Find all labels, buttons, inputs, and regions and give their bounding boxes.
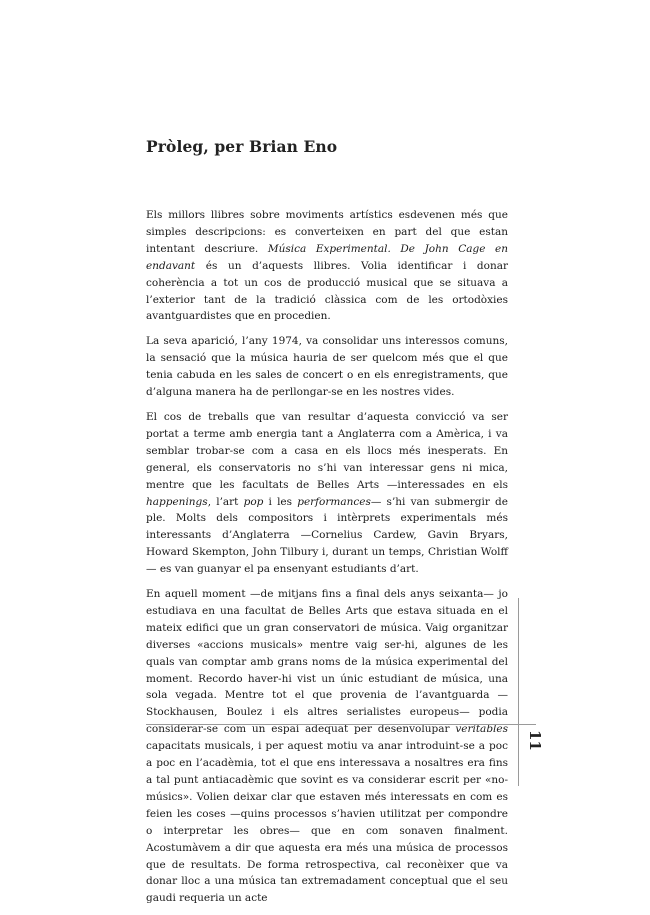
text-run: i les [263,495,298,508]
italic-run: performances [297,495,371,508]
text-run: capacitats musicals, i per aquest motiu va anar introduint-se a poc a poc en l’acadèmia, tot el que ens interessava a nosaltres era fins a tal punt antiacadèmic que sovint es va considerar escrit per «no-músics». Volien deixar clar que estaven més interessats en com es feien les coses —quins processos s’havien utilitzat per compondre o interpretar les obres— que en com sonaven finalment. Acostumàvem a dir que aquesta era més una música de processos que de resultats. De forma retrospectiva, cal reconèixer que va donar lloc a una música tan extremadament conceptual que el seu gaudi requeria un acte [146,740,508,905]
paragraph-1 [146,207,508,325]
body-text [146,207,508,915]
text-run: El cos de treballs que van resultar d’aquesta convicció va ser portat a terme amb energia tant a Anglaterra com a Amèrica, i va semblar trobar-se com a casa en els llocs més inesperats. En general, els conservatoris no s’hi van interessar gens ni mica, mentre que les facultats de Belles Arts —interessades en els [146,410,508,491]
paragraph-3 [146,409,508,578]
text-run: En aquell moment —de mitjans fins a final dels anys seixanta— jo estudiava en una facultat de Belles Arts que estava situada en el mateix edifici que un gran conservatori de música. Vaig organitzar diverses «accions musicals» mentre vaig ser-hi, algunes de les quals van comptar amb grans noms de la música experimental del moment. Recordo haver-hi vist un únic estudiant de música, una sola vegada. Mentre tot el que provenia de l’avantguarda —Stockhausen, Boulez i els altres serialistes europeus— podia considerar-se com un espai adequat per desenvolupar [146,588,508,736]
italic-run: happenings [146,495,208,508]
text-run: — s’hi van submergir de ple. Molts dels compositors i intèrprets experimentals més interessants d’Anglaterra —Cornelius Cardew, Gavin Bryars, Howard Skempton, John Tilbury i, durant un temps, Christian Wolff— es van guanyar el pa ensenyant estudiants d’art. [146,495,508,576]
italic-run: veritables [455,723,508,736]
page-number: 11 [526,730,544,751]
margin-rule-vertical [518,598,519,786]
footer-rule-horizontal [146,724,536,725]
text-run: Els millors llibres sobre moviments artístics esdevenen més que simples descripcions: es converteixen en part del que estan intentant descriure. [146,209,508,255]
paragraph-4 [146,586,508,907]
italic-run: Música Experimental. De John Cage en endavant [146,242,508,272]
italic-run: pop [243,495,264,508]
text-run: , l’art [207,495,244,508]
text-run: La seva aparició, l’any 1974, va consolidar uns interessos comuns, la sensació que la música hauria de ser quelcom més que el que tenia cabuda en les sales de concert o en els enregistraments, que d’alguna manera ha de perllongar-se en les nostres vides. [146,335,508,399]
text-run: és un d’aquests llibres. Volia identificar i donar coherència a tot un cos de producció musical que se situava a l’exterior tant de la tradició clàssica com de les ortodòxies avantguardistes que en procedien. [146,259,508,323]
paragraph-2 [146,333,508,401]
chapter-title: Pròleg, per Brian Eno [146,137,338,156]
